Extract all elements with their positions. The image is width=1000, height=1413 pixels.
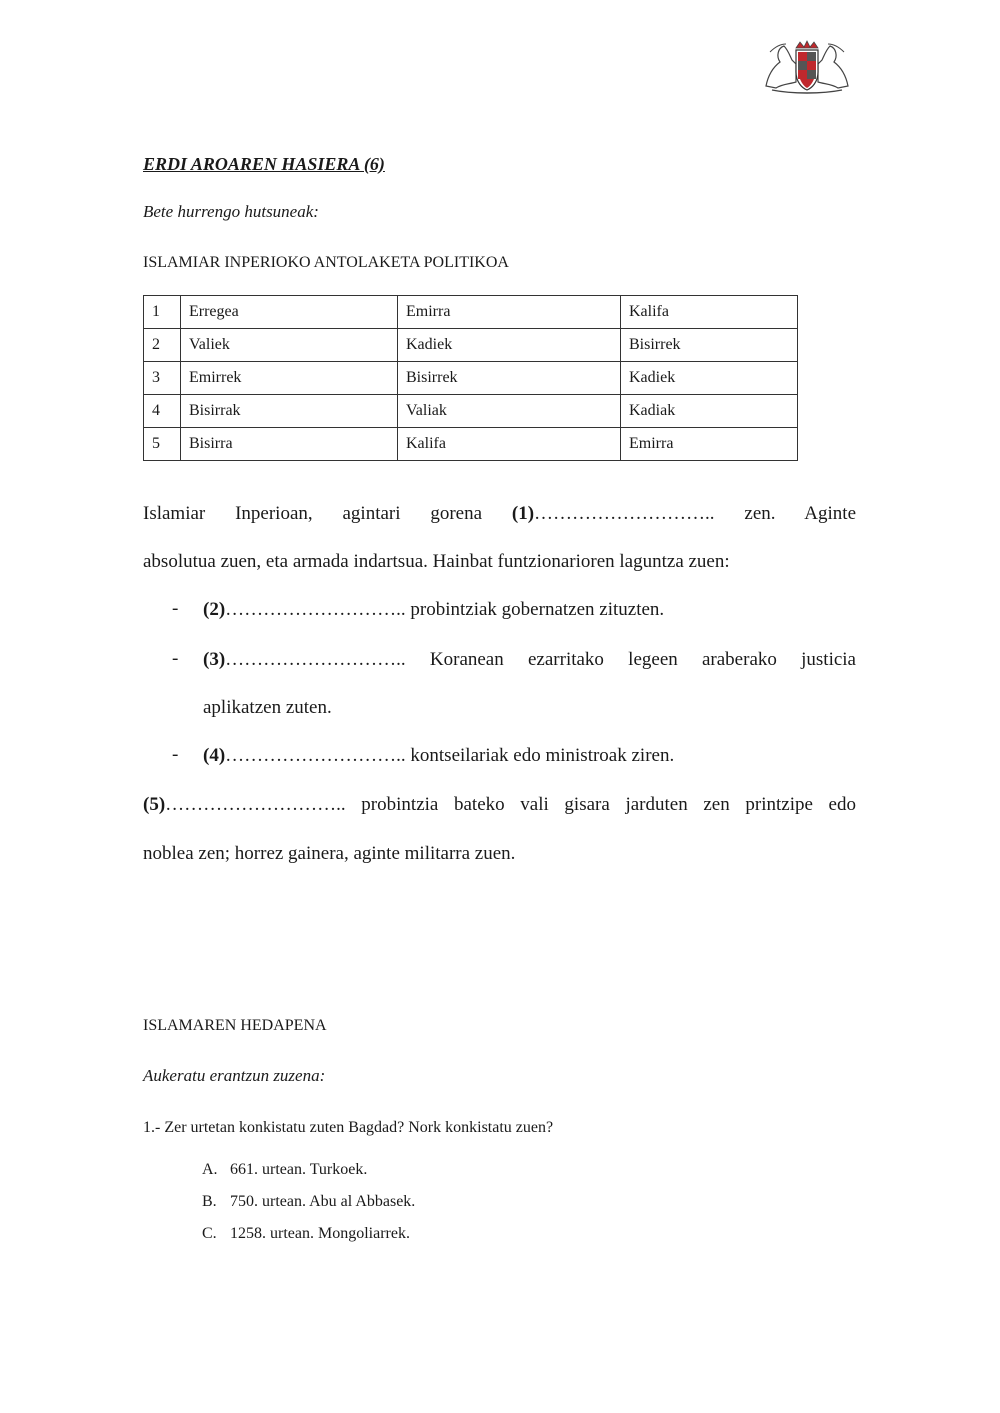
table-row xyxy=(144,329,798,362)
table-cell: Kadiak xyxy=(621,395,798,428)
fill-blanks-instruction: Bete hurrengo hutsuneak: xyxy=(143,202,319,221)
blank-1: ……………………….. xyxy=(534,503,715,524)
section-title-islam-expansion: ISLAMAREN HEDAPENA xyxy=(143,1017,327,1034)
table-cell: Valiek xyxy=(181,329,398,362)
table-row xyxy=(144,428,798,461)
worksheet-title: ERDI AROAREN HASIERA (6) xyxy=(143,154,385,174)
bullet-dash: - xyxy=(172,744,179,765)
table-cell: Erregea xyxy=(181,296,398,329)
table-cell: 1 xyxy=(144,296,181,329)
answer-text: 1258. urtean. Mongoliarrek. xyxy=(230,1225,410,1242)
section-title-political-organization: ISLAMIAR INPERIOKO ANTOLAKETA POLITIKOA xyxy=(143,254,509,271)
answer-letter: A. xyxy=(202,1161,218,1178)
bullet-dash: - xyxy=(172,598,179,619)
blank-5: ……………………….. xyxy=(165,794,346,815)
blank-3: ……………………….. xyxy=(225,649,406,670)
table-cell: Bisirrak xyxy=(181,395,398,428)
paragraph-text: probintzia bateko vali gisara jarduten zen printzipe edo xyxy=(345,794,856,815)
paragraph-text: zen. Aginte xyxy=(714,503,857,524)
paragraph-text: Islamiar Inperioan, agintari gorena xyxy=(143,503,512,524)
options-table xyxy=(143,295,798,461)
bullet-text: kontseilariak edo ministroak ziren. xyxy=(405,745,675,766)
table-row xyxy=(144,296,798,329)
table-cell: Kalifa xyxy=(398,428,621,461)
answer-option-c[interactable] xyxy=(202,1225,410,1243)
bullet-text: probintziak gobernatzen zituzten. xyxy=(405,599,665,620)
bullet-item-4 xyxy=(203,732,856,780)
bullet-item-3 xyxy=(203,636,856,684)
paragraph-2-line-2: noblea zen; horrez gainera, aginte militarra zuen. xyxy=(143,843,516,864)
answer-letter: C. xyxy=(202,1225,217,1242)
table-row xyxy=(144,362,798,395)
table-cell: Kadiek xyxy=(398,329,621,362)
answer-text: 661. urtean. Turkoek. xyxy=(230,1161,368,1178)
bullet-item-3-line-2: aplikatzen zuten. xyxy=(203,697,332,718)
table-cell: Valiak xyxy=(398,395,621,428)
answer-option-a[interactable] xyxy=(202,1161,367,1179)
table-cell: Emirra xyxy=(621,428,798,461)
bullet-item-2 xyxy=(203,586,856,634)
paragraph-2-line-1 xyxy=(143,781,856,829)
answer-option-b[interactable] xyxy=(202,1193,415,1211)
table-cell: Bisirrek xyxy=(621,329,798,362)
blank-number-3: (3) xyxy=(203,649,226,670)
paragraph-1-line-2: absolutua zuen, eta armada indartsua. Hainbat funtzionarioren laguntza zuen: xyxy=(143,551,730,572)
table-cell: Kadiek xyxy=(621,362,798,395)
blank-number-5: (5) xyxy=(143,794,166,815)
blank-number-4: (4) xyxy=(203,745,226,766)
answer-letter: B. xyxy=(202,1193,217,1210)
table-cell: 3 xyxy=(144,362,181,395)
coat-of-arms-logo xyxy=(762,38,852,94)
table-cell: Kalifa xyxy=(621,296,798,329)
table-cell: Bisirrek xyxy=(398,362,621,395)
table-cell: Emirra xyxy=(398,296,621,329)
answer-text: 750. urtean. Abu al Abbasek. xyxy=(230,1193,416,1210)
blank-4: ……………………….. xyxy=(225,745,406,766)
bullet-text: Koranean ezarritako legeen araberako justicia xyxy=(405,649,856,670)
question-1: 1.- Zer urtetan konkistatu zuten Bagdad? Nork konkistatu zuen? xyxy=(143,1119,554,1136)
choose-answer-instruction: Aukeratu erantzun zuzena: xyxy=(143,1066,326,1085)
blank-number-2: (2) xyxy=(203,599,226,620)
table-cell: 5 xyxy=(144,428,181,461)
table-cell: 2 xyxy=(144,329,181,362)
paragraph-1-line-1 xyxy=(143,490,856,538)
blank-2: ……………………….. xyxy=(225,599,406,620)
table-cell: Emirrek xyxy=(181,362,398,395)
blank-number-1: (1) xyxy=(511,503,535,524)
table-cell: 4 xyxy=(144,395,181,428)
table-cell: Bisirra xyxy=(181,428,398,461)
bullet-dash: - xyxy=(172,648,179,669)
table-row xyxy=(144,395,798,428)
